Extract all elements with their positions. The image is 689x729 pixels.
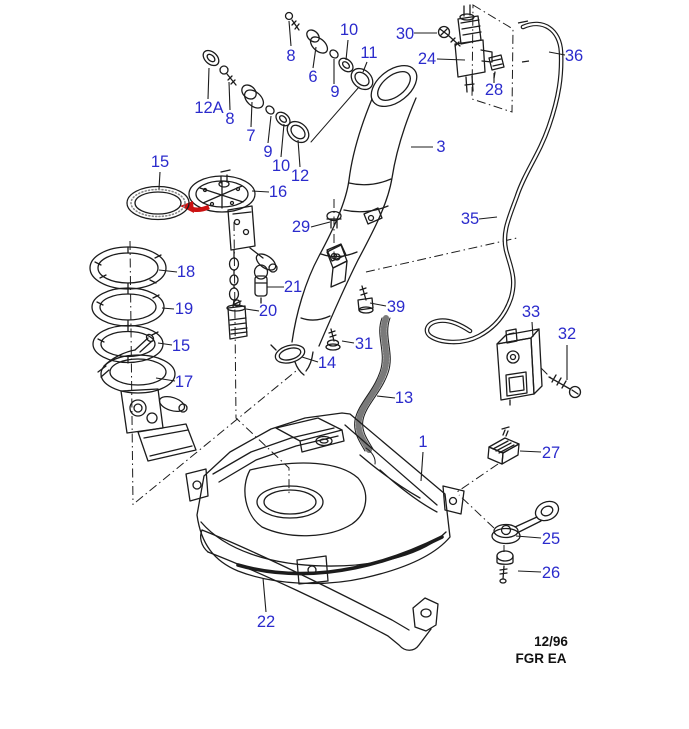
- fuel-sender-art: [189, 170, 278, 307]
- screw-31-art: [326, 329, 340, 350]
- leader-line-12A: [208, 68, 209, 99]
- callout-27[interactable]: 27: [541, 444, 561, 462]
- callout-6[interactable]: 6: [308, 68, 318, 86]
- callout-1[interactable]: 1: [418, 433, 428, 451]
- callout-3[interactable]: 3: [436, 138, 446, 156]
- callout-18[interactable]: 18: [176, 263, 196, 281]
- callout-32[interactable]: 32: [557, 325, 577, 343]
- callout-9[interactable]: 9: [330, 83, 340, 101]
- callout-10[interactable]: 10: [339, 21, 359, 39]
- lower-fastener-set-art: [200, 48, 313, 147]
- leader-line-10: [281, 124, 284, 157]
- callout-15[interactable]: 15: [171, 337, 191, 355]
- mount-clip-art: [488, 427, 519, 464]
- callout-9[interactable]: 9: [263, 143, 273, 161]
- footer-date: 12/96: [534, 634, 568, 649]
- callout-14[interactable]: 14: [317, 354, 337, 372]
- leader-line-9: [268, 116, 271, 143]
- bolt-26-art: [497, 551, 513, 583]
- callout-10[interactable]: 10: [271, 157, 291, 175]
- callout-19[interactable]: 19: [174, 300, 194, 318]
- callout-16[interactable]: 16: [268, 183, 288, 201]
- callout-15[interactable]: 15: [150, 153, 170, 171]
- leader-line-27: [520, 451, 541, 452]
- leader-line-35: [479, 217, 497, 219]
- footer-code: FGR EA: [515, 651, 567, 666]
- leader-line-26: [518, 571, 541, 572]
- callout-8[interactable]: 8: [286, 47, 296, 65]
- leader-line-18: [159, 270, 177, 272]
- leader-line-8: [229, 82, 230, 110]
- callout-29[interactable]: 29: [291, 218, 311, 236]
- leader-line-8: [289, 21, 291, 46]
- callout-28[interactable]: 28: [484, 81, 504, 99]
- screw-32-art: [549, 375, 581, 398]
- callout-13[interactable]: 13: [394, 389, 414, 407]
- screw-39-art: [358, 286, 373, 313]
- callout-8[interactable]: 8: [225, 110, 235, 128]
- leader-line-14: [302, 357, 318, 362]
- leader-line-12: [298, 140, 300, 167]
- leader-line-29: [311, 222, 330, 227]
- callout-24[interactable]: 24: [417, 50, 437, 68]
- callout-30[interactable]: 30: [395, 25, 415, 43]
- callout-33[interactable]: 33: [521, 303, 541, 321]
- callout-12A[interactable]: 12A: [194, 99, 224, 117]
- leader-line-6: [313, 47, 316, 68]
- leader-line-10: [346, 40, 348, 60]
- leader-line-15: [158, 343, 172, 345]
- pump-inlet-art: [227, 300, 247, 339]
- callout-26[interactable]: 26: [541, 564, 561, 582]
- callout-25[interactable]: 25: [541, 530, 561, 548]
- leader-line-13: [377, 396, 395, 398]
- callout-22[interactable]: 22: [256, 613, 276, 631]
- leader-line-31: [342, 341, 354, 343]
- callout-36[interactable]: 36: [564, 47, 584, 65]
- leader-line-24: [437, 59, 465, 60]
- callout-35[interactable]: 35: [460, 210, 480, 228]
- actuator-art: [497, 329, 542, 405]
- leader-line-1: [421, 452, 423, 481]
- callout-31[interactable]: 31: [354, 335, 374, 353]
- callout-12[interactable]: 12: [290, 167, 310, 185]
- callout-39[interactable]: 39: [386, 298, 406, 316]
- leader-line-20: [246, 309, 259, 311]
- callout-17[interactable]: 17: [174, 373, 194, 391]
- filter-art: [255, 265, 268, 303]
- leader-line-22: [263, 578, 266, 612]
- callout-21[interactable]: 21: [283, 278, 303, 296]
- callout-7[interactable]: 7: [246, 127, 256, 145]
- callout-11[interactable]: 11: [360, 44, 378, 62]
- leader-line-33: [532, 322, 533, 337]
- callout-20[interactable]: 20: [258, 302, 278, 320]
